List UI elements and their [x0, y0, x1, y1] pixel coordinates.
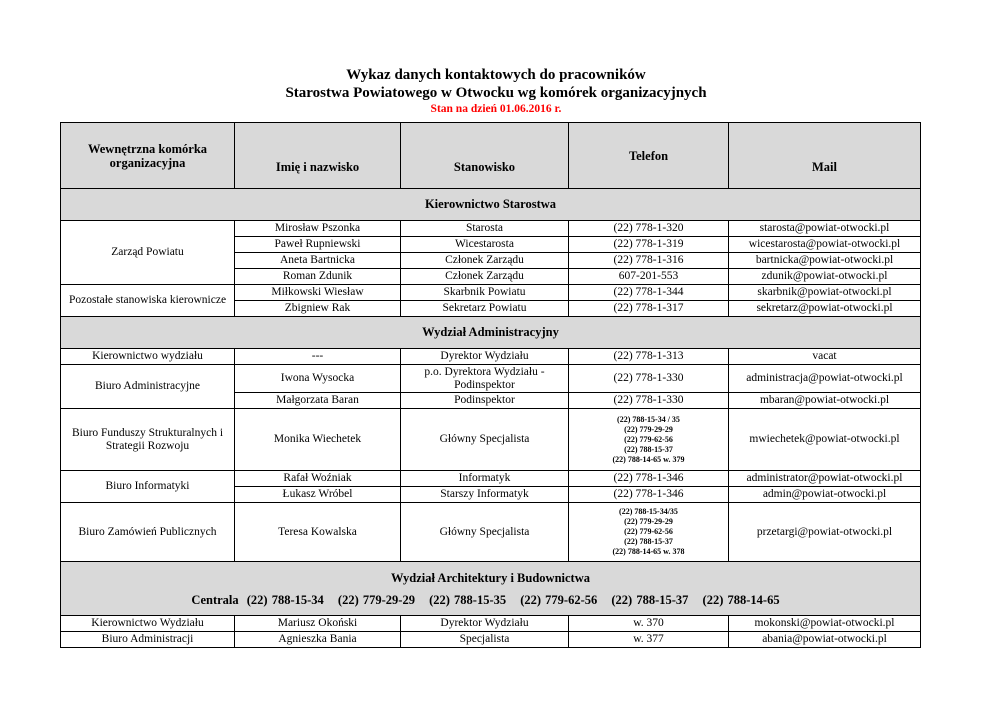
header-mail: Mail [729, 123, 921, 189]
phone-cell: (22) 778-1-320 [569, 221, 729, 237]
position-cell: Informatyk [401, 471, 569, 487]
section-title: Wydział Architektury i Budownictwa [391, 570, 590, 585]
position-cell: Specjalista [401, 632, 569, 648]
phone-line: (22) 788-14-65 w. 379 [612, 454, 685, 464]
unit-cell: Biuro Administracji [61, 632, 235, 648]
position-cell: Wicestarosta [401, 237, 569, 253]
unit-cell: Biuro Administracyjne [61, 365, 235, 409]
mail-cell: skarbnik@powiat-otwocki.pl [729, 285, 921, 301]
unit-cell: Kierownictwo Wydziału [61, 616, 235, 632]
section-title: Kierownictwo Starostwa [61, 189, 921, 221]
table-header-row [61, 123, 921, 189]
phone-line: (22) 779-62-56 [624, 434, 673, 444]
phone-cell: (22) 778-1-330 [569, 393, 729, 409]
name-cell: Roman Zdunik [235, 269, 401, 285]
phone-line: (22) 779-29-29 [624, 517, 673, 526]
unit-cell: Biuro Funduszy Strukturalnych i Strategii Rozwoju [61, 409, 235, 471]
phone-cell: (22) 778-1-346 [569, 487, 729, 503]
table-row [61, 503, 921, 562]
name-cell: Iwona Wysocka [235, 365, 401, 393]
section-row [61, 317, 921, 349]
centrala-line [63, 589, 918, 611]
header-name: Imię i nazwisko [235, 123, 401, 189]
phone-cell: w. 370 [569, 616, 729, 632]
section-title: Wydział Administracyjny [61, 317, 921, 349]
table-row [61, 221, 921, 237]
name-cell: Teresa Kowalska [235, 503, 401, 562]
name-cell: Aneta Bartnicka [235, 253, 401, 269]
phone-cell: w. 377 [569, 632, 729, 648]
mail-cell: vacat [729, 349, 921, 365]
name-cell: Monika Wiechetek [235, 409, 401, 471]
phone-line: (22) 788-15-37 [624, 537, 673, 546]
mail-cell: przetargi@powiat-otwocki.pl [729, 503, 921, 562]
mail-cell: sekretarz@powiat-otwocki.pl [729, 301, 921, 317]
name-cell: Miłkowski Wiesław [235, 285, 401, 301]
name-cell: --- [235, 349, 401, 365]
table-row [61, 409, 921, 471]
name-cell: Mariusz Okoński [235, 616, 401, 632]
table-row [61, 349, 921, 365]
document-date: Stan na dzień 01.06.2016 r. [430, 103, 562, 115]
mail-cell: wicestarosta@powiat-otwocki.pl [729, 237, 921, 253]
header-unit: Wewnętrzna komórka organizacyjna [61, 123, 235, 189]
mail-cell: administracja@powiat-otwocki.pl [729, 365, 921, 393]
document-title-line1: Wykaz danych kontaktowych do pracowników [346, 67, 646, 83]
name-cell: Zbigniew Rak [235, 301, 401, 317]
section-row [61, 189, 921, 221]
position-cell: Główny Specjalista [401, 409, 569, 471]
phone-line: (22) 788-14-65 w. 378 [612, 547, 685, 556]
name-cell: Rafał Woźniak [235, 471, 401, 487]
position-cell: Podinspektor [401, 393, 569, 409]
phone-line: (22) 779-62-56 [624, 527, 673, 536]
centrala-label: Centrala [191, 592, 239, 607]
centrala-number: (22) 788-15-35 [429, 592, 507, 607]
position-cell: Główny Specjalista [401, 503, 569, 562]
position-cell: Starosta [401, 221, 569, 237]
position-cell: Dyrektor Wydziału [401, 616, 569, 632]
centrala-number: (22) 788-15-34 [246, 592, 324, 607]
name-cell: Mirosław Pszonka [235, 221, 401, 237]
phone-cell: (22) 778-1-316 [569, 253, 729, 269]
header-phone: Telefon [569, 123, 729, 189]
unit-cell: Biuro Zamówień Publicznych [61, 503, 235, 562]
phone-line: (22) 779-29-29 [624, 424, 673, 434]
table-row [61, 285, 921, 301]
phone-cell: (22) 778-1-317 [569, 301, 729, 317]
phone-cell: (22) 778-1-344 [569, 285, 729, 301]
mail-cell: administrator@powiat-otwocki.pl [729, 471, 921, 487]
phone-cell: (22) 778-1-330 [569, 365, 729, 393]
document-header [0, 66, 992, 116]
position-cell: p.o. Dyrektora Wydziału - Podinspektor [401, 365, 569, 393]
phone-cell: 607-201-553 [569, 269, 729, 285]
position-cell: Członek Zarządu [401, 269, 569, 285]
position-cell: Sekretarz Powiatu [401, 301, 569, 317]
centrala-number: (22) 779-62-56 [520, 592, 598, 607]
phone-cell: (22) 778-1-313 [569, 349, 729, 365]
contact-table [60, 122, 921, 648]
mail-cell: zdunik@powiat-otwocki.pl [729, 269, 921, 285]
position-cell: Starszy Informatyk [401, 487, 569, 503]
document-title-line2: Starostwa Powiatowego w Otwocku wg komórek organizacyjnych [285, 85, 707, 101]
mail-cell: mbaran@powiat-otwocki.pl [729, 393, 921, 409]
table-row [61, 471, 921, 487]
unit-cell: Kierownictwo wydziału [61, 349, 235, 365]
phone-cell: (22) 778-1-346 [569, 471, 729, 487]
header-position: Stanowisko [401, 123, 569, 189]
unit-cell: Pozostałe stanowiska kierownicze [61, 285, 235, 317]
position-cell: Dyrektor Wydziału [401, 349, 569, 365]
mail-cell: mokonski@powiat-otwocki.pl [729, 616, 921, 632]
phone-line: (22) 788-15-34 / 35 [617, 414, 680, 424]
mail-cell: mwiechetek@powiat-otwocki.pl [729, 409, 921, 471]
phone-line: (22) 788-15-34/35 [619, 507, 678, 516]
table-row [61, 365, 921, 393]
section-architektury [61, 562, 921, 616]
centrala-number: (22) 788-15-37 [611, 592, 689, 607]
centrala-number: (22) 779-29-29 [337, 592, 415, 607]
table-row [61, 632, 921, 648]
mail-cell: starosta@powiat-otwocki.pl [729, 221, 921, 237]
name-cell: Łukasz Wróbel [235, 487, 401, 503]
position-cell: Skarbnik Powiatu [401, 285, 569, 301]
mail-cell: bartnicka@powiat-otwocki.pl [729, 253, 921, 269]
centrala-number: (22) 788-14-65 [702, 592, 780, 607]
position-cell: Członek Zarządu [401, 253, 569, 269]
name-cell: Małgorzata Baran [235, 393, 401, 409]
mail-cell: admin@powiat-otwocki.pl [729, 487, 921, 503]
name-cell: Agnieszka Bania [235, 632, 401, 648]
phone-line: (22) 788-15-37 [624, 444, 673, 454]
name-cell: Paweł Rupniewski [235, 237, 401, 253]
table-row [61, 616, 921, 632]
phone-list-cell [569, 503, 729, 562]
phone-list-cell [569, 409, 729, 471]
phone-cell: (22) 778-1-319 [569, 237, 729, 253]
mail-cell: abania@powiat-otwocki.pl [729, 632, 921, 648]
unit-cell: Biuro Informatyki [61, 471, 235, 503]
unit-cell: Zarząd Powiatu [61, 221, 235, 285]
section-row [61, 562, 921, 616]
